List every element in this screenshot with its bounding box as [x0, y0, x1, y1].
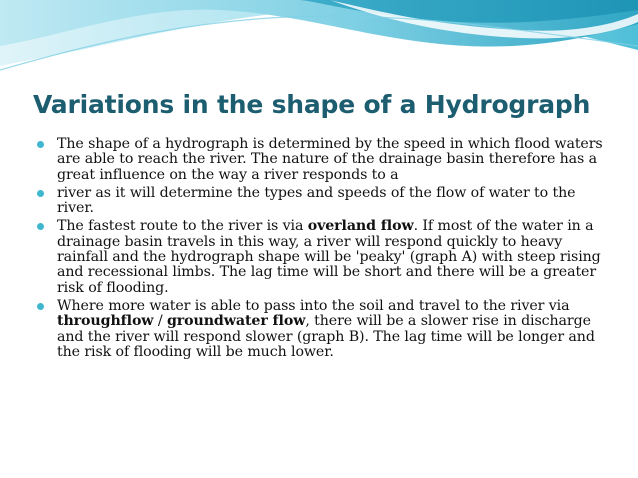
- bullet-item: [37, 137, 607, 183]
- bullet-bold-term: overland flow: [307, 218, 414, 235]
- decorative-wave-banner: [0, 0, 638, 80]
- bullet-dot-icon: [37, 190, 44, 197]
- bullet-dot-icon: [37, 303, 44, 310]
- bullet-dot-icon: [37, 223, 44, 230]
- bullet-dot-icon: [37, 141, 44, 148]
- bullet-bold-term: throughflow: [57, 313, 154, 330]
- bullet-text: , there will be a slower rise in discharge and the river will respond slower (graph B). The lag time will be longer and the risk of flooding will be much lower.: [57, 313, 595, 361]
- bullet-item: [37, 186, 607, 217]
- bullet-text: river as it will determine the types and speeds of the flow of water to the river.: [57, 184, 576, 217]
- bullet-text: /: [153, 313, 167, 330]
- bullet-item: [37, 299, 607, 361]
- bullet-text: . If most of the water in a drainage basin travels in this way, a river will respond quickly to heavy rainfall and the hydrograph shape will be 'peaky' (graph A) with steep rising and recessional limbs. The lag time will be short and there will be a greater risk of flooding.: [57, 218, 601, 296]
- bullet-text: The fastest route to the river is via: [57, 218, 308, 235]
- bullet-list: [37, 137, 607, 363]
- slide-title: Variations in the shape of a Hydrograph: [33, 90, 591, 119]
- bullet-text: The shape of a hydrograph is determined by the speed in which flood waters are able to reach the river. The nature of the drainage basin therefore has a great influence on the way a river responds to a: [57, 136, 603, 183]
- bullet-bold-term: groundwater flow: [166, 313, 306, 330]
- bullet-text: Where more water is able to pass into the soil and travel to the river via: [57, 297, 570, 314]
- bullet-item: [37, 219, 607, 296]
